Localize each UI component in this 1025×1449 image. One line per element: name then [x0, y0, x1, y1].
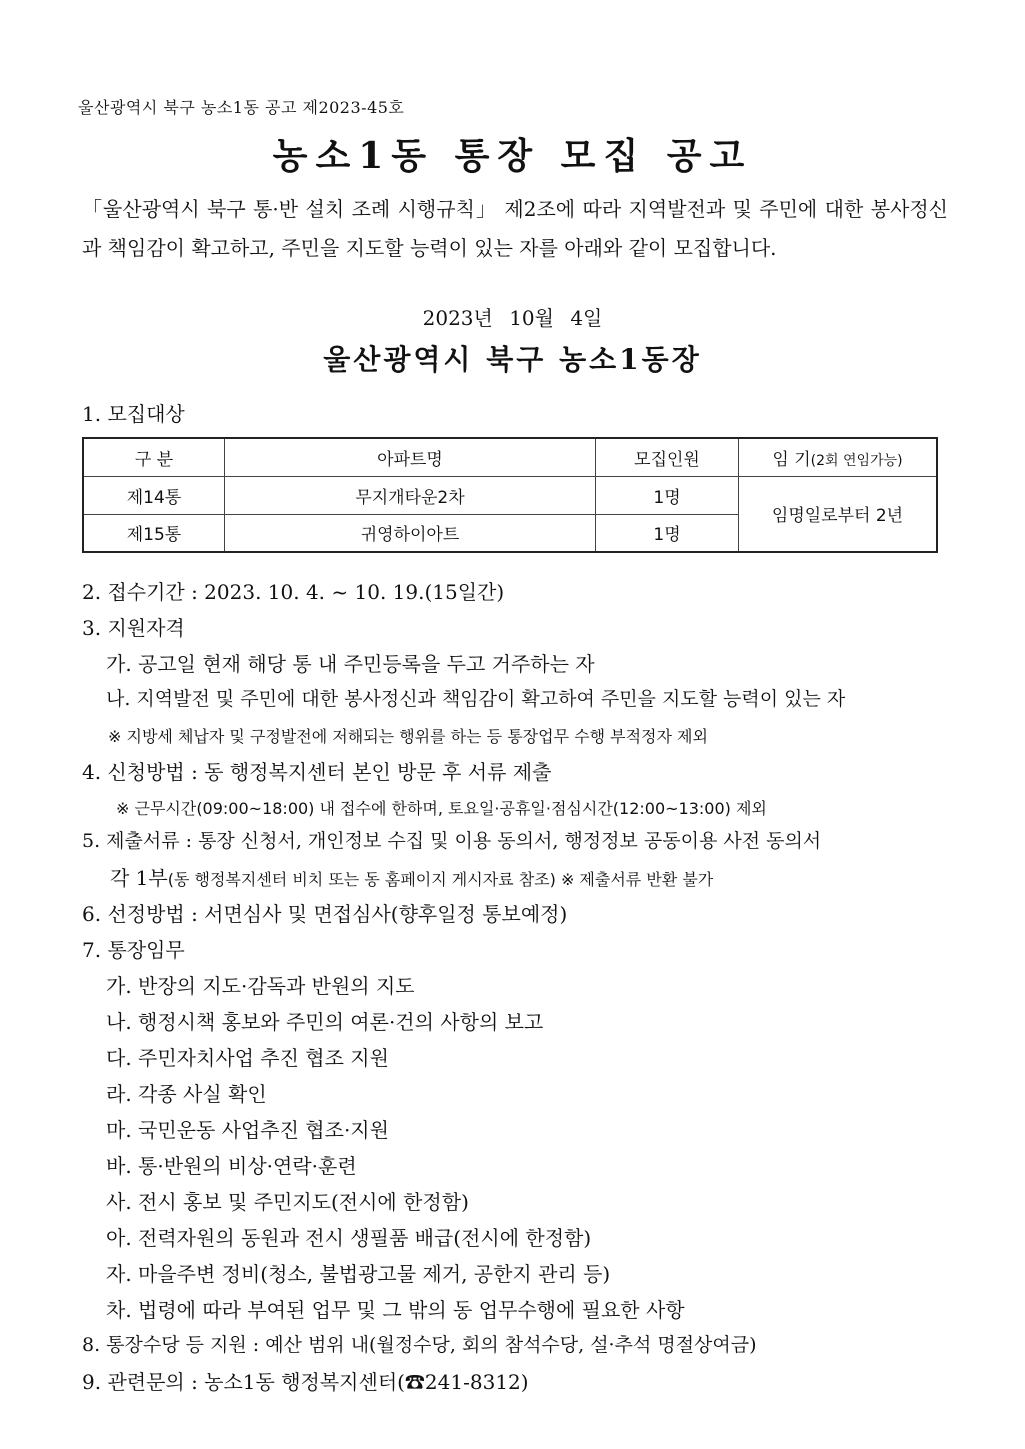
row2-apartment: 귀영하이아트 [225, 514, 596, 552]
section5-line1: 5. 제출서류 : 통장 신청서, 개인정보 수집 및 이용 동의서, 행정정보 공동이용 사전 동의서 [82, 830, 822, 852]
row1-gubun: 제14통 [83, 476, 225, 514]
section6: 6. 선정방법 : 서면심사 및 면접심사(향후일정 통보예정) [82, 902, 568, 926]
section7-item: 바. 통·반원의 비상·연락·훈련 [106, 1154, 357, 1178]
header-term-label: 임 기 [772, 449, 811, 470]
table-header-row [83, 438, 937, 476]
section3-item: 가. 공고일 현재 해당 통 내 주민등록을 두고 거주하는 자 [106, 652, 595, 676]
header-term [739, 438, 938, 476]
section7-heading: 7. 통장임무 [82, 938, 185, 962]
intro-paragraph: 「울산광역시 북구 통·반 설치 조례 시행규칙」 제2조에 따라 지역발전과 및 주민에 대한 봉사정신과 책임감이 확고하고, 주민을 지도할 능력이 있는 자를 아래와 같이 모집합니다. [82, 197, 948, 260]
section7-item: 가. 반장의 지도·감독과 반원의 지도 [106, 974, 415, 998]
notice-date: 2023년 10월 4일 [422, 306, 603, 330]
section7-item: 자. 마을주변 정비(청소, 불법광고물 제거, 공한지 관리 등) [106, 1262, 611, 1286]
section7-item: 나. 행정시책 홍보와 주민의 여론·건의 사항의 보고 [106, 1010, 544, 1034]
section2: 2. 접수기간 : 2023. 10. 4. ~ 10. 19.(15일간) [82, 580, 505, 604]
section5-remark: (동 행정복지센터 비치 또는 동 홈페이지 게시자료 참조) ※ 제출서류 반환 불가 [167, 870, 714, 889]
page-title: 농소1동 통장 모집 공고 [272, 135, 753, 177]
section7-item: 차. 법령에 따라 부여된 업무 및 그 밖의 동 업무수행에 필요한 사항 [106, 1298, 685, 1322]
section7-item: 사. 전시 홍보 및 주민지도(전시에 한정함) [106, 1190, 469, 1214]
notice-number: 울산광역시 북구 농소1동 공고 제2023-45호 [78, 98, 405, 117]
section3-note: ※ 지방세 체납자 및 구정발전에 저해되는 행위를 하는 등 통장업무 수행 부적정자 제외 [108, 727, 708, 746]
table-row [83, 476, 937, 514]
header-term-note: (2회 연임가능) [810, 452, 903, 469]
section1-heading: 1. 모집대상 [82, 402, 185, 426]
row2-gubun: 제15통 [83, 514, 225, 552]
term-cell: 임명일로부터 2년 [739, 476, 938, 552]
row2-count: 1명 [596, 514, 739, 552]
section7-item: 라. 각종 사실 확인 [106, 1082, 267, 1106]
issuer: 울산광역시 북구 농소1동장 [323, 343, 702, 376]
header-gubun: 구 분 [83, 438, 225, 476]
section4-heading: 4. 신청방법 : 동 행정복지센터 본인 방문 후 서류 제출 [82, 760, 552, 784]
section5-line2 [110, 862, 713, 891]
row1-count: 1명 [596, 476, 739, 514]
section8: 8. 통장수당 등 지원 : 예산 범위 내(월정수당, 회의 참석수당, 설·추석 명절상여금) [82, 1334, 757, 1356]
section7-item: 마. 국민운동 사업추진 협조·지원 [106, 1118, 389, 1142]
section7-item: 아. 전력자원의 동원과 전시 생필품 배급(전시에 한정함) [106, 1226, 592, 1250]
section7-item: 다. 주민자치사업 추진 협조 지원 [106, 1046, 389, 1070]
section3-heading: 3. 지원자격 [82, 616, 185, 640]
section3-item: 나. 지역발전 및 주민에 대한 봉사정신과 책임감이 확고하여 주민을 지도할 능력이 있는 자 [106, 688, 846, 710]
recruitment-table [82, 437, 938, 553]
section9: 9. 관련문의 : 농소1동 행정복지센터(☎241-8312) [82, 1370, 529, 1394]
header-apartment: 아파트명 [225, 438, 596, 476]
section5-copies: 각 1부 [110, 866, 168, 890]
row1-apartment: 무지개타운2차 [225, 476, 596, 514]
header-count: 모집인원 [596, 438, 739, 476]
section4-note: ※ 근무시간(09:00~18:00) 내 접수에 한하며, 토요일·공휴일·점심시간(12:00~13:00) 제외 [116, 799, 767, 818]
